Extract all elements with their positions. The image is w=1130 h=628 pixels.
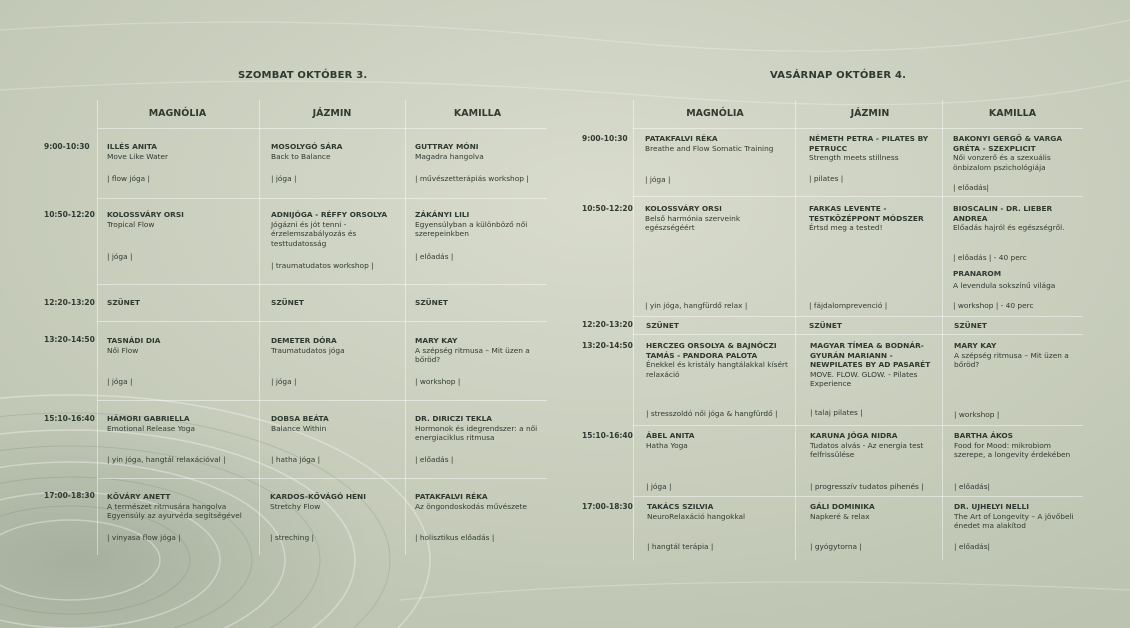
session <box>107 492 257 552</box>
session-title: Napkeré & relax <box>810 511 870 521</box>
divider <box>633 334 1083 335</box>
session-type: | művészetterápiás workshop | <box>415 174 529 183</box>
presenter: DR. UJHELYI NELLI <box>954 502 1029 511</box>
sunday-title: VASÁRNAP OKTÓBER 4. <box>770 70 907 81</box>
session-type: | jóga | <box>107 377 133 386</box>
presenter: BAKONYI GERGŐ & VARGA GRÉTA - SZEXPLICIT <box>953 134 1063 153</box>
session <box>645 134 785 192</box>
presenter: KARUNA JÓGA NIDRA <box>810 431 898 440</box>
session-type: | pilates | <box>809 174 844 183</box>
presenter: MAGYAR TÍMEA & BODNÁR-GYURÁN MARIANN - NEWPILATES BY AD PASARÉT <box>810 341 931 369</box>
session-type: | holisztikus előadás | <box>415 533 495 542</box>
session-title: The Art of Longevity – A jövőbeli énedet ma alakítod <box>954 511 1074 530</box>
divider <box>97 284 547 285</box>
divider <box>633 316 1083 317</box>
divider <box>633 496 1083 497</box>
session-type: | fájdalomprevenció | <box>809 301 888 310</box>
time-slot: 9:00-10:30 <box>582 134 628 143</box>
session-title: A szépség ritmusa – Mit üzen a bőröd? <box>954 350 1069 369</box>
session <box>646 321 786 331</box>
session-title: Előadás hajról és egészségről. <box>953 223 1065 232</box>
session-title: Hormonok és idegrendszer: a női energiaciklus ritmusa <box>415 423 538 442</box>
session-type: | előadás | <box>415 455 454 464</box>
session <box>271 414 401 474</box>
sat-col-jazmin: JÁZMIN <box>312 108 352 119</box>
presenter: PATAKFALVI RÉKA <box>415 492 488 501</box>
session <box>810 431 940 491</box>
session-type: | progresszív tudatos pihenés | <box>810 482 924 491</box>
session <box>415 210 550 280</box>
session-type: | előadás| <box>954 542 991 551</box>
session-type: | streching | <box>270 533 315 542</box>
session-title: Tudatos alvás - Az energia test felfrissülése <box>810 440 924 459</box>
session <box>809 134 939 192</box>
session-type: | vinyasa flow jóga | <box>107 533 181 542</box>
session <box>107 336 252 396</box>
session-title: A levendula sokszínű világa <box>953 281 1056 290</box>
break-label: SZÜNET <box>107 298 140 307</box>
session <box>810 341 940 421</box>
presenter: TASNÁDI DIA <box>107 336 161 345</box>
divider <box>97 478 547 479</box>
divider <box>97 400 547 401</box>
session-type: | stresszoldó női jóga & hangfürdő | <box>646 409 778 418</box>
time-slot: 13:20-14:50 <box>582 341 633 350</box>
presenter: GUTTRAY MÓNI <box>415 142 479 151</box>
divider <box>97 128 547 129</box>
session-title: Back to Balance <box>271 151 331 161</box>
session-type: | jóga | <box>646 482 672 491</box>
session <box>415 336 550 396</box>
sat-col-magnolia: MAGNÓLIA <box>148 108 207 119</box>
session <box>271 210 401 280</box>
session <box>809 204 939 314</box>
session <box>809 321 939 331</box>
session-title: Női vonzerő és a szexuális önbizalom pszichológiája <box>953 153 1051 172</box>
break-label: SZÜNET <box>415 298 448 307</box>
presenter: DR. DIRICZI TEKLA <box>415 414 493 423</box>
presenter: DOBSA BEÁTA <box>271 414 329 423</box>
session-type: | hangtál terápia | <box>647 542 714 551</box>
session-title: Női Flow <box>107 345 139 355</box>
divider <box>405 100 406 555</box>
time-slot: 13:20-14:50 <box>44 335 95 344</box>
time-slot: 12:20-13:20 <box>44 298 95 307</box>
session <box>107 210 252 280</box>
presenter: PATAKFALVI RÉKA <box>645 134 718 143</box>
presenter: DEMETER DÓRA <box>271 336 337 345</box>
divider <box>795 100 796 560</box>
divider <box>97 198 547 199</box>
presenter: MARY KAY <box>954 341 997 350</box>
session <box>415 298 550 308</box>
session <box>415 142 550 192</box>
session-type: | workshop | <box>954 410 1000 419</box>
sun-col-jazmin: JÁZMIN <box>850 108 890 119</box>
time-slot: 12:20-13:20 <box>582 320 633 329</box>
presenter: MOSOLYGÓ SÁRA <box>271 142 343 151</box>
session-title: Food for Mood: mikrobiom szerepe, a longevity érdekében <box>954 440 1071 459</box>
time-slot: 15:10-16:40 <box>582 431 633 440</box>
presenter: GÁLI DOMINIKA <box>810 502 875 511</box>
session <box>954 431 1084 491</box>
session <box>271 142 401 192</box>
time-slot: 10:50-12:20 <box>44 210 95 219</box>
session-title: Emotional Release Yoga <box>107 423 195 433</box>
session <box>270 492 400 552</box>
presenter: ADNIJÓGA - RÉFFY ORSOLYA <box>271 210 388 219</box>
session <box>645 204 790 314</box>
sun-col-magnolia: MAGNÓLIA <box>686 108 744 119</box>
presenter: ÁBEL ANITA <box>646 431 695 440</box>
presenter: KOLOSSVÁRY ORSI <box>107 210 184 219</box>
time-slot: 15:10-16:40 <box>44 414 95 423</box>
sat-col-kamilla: KAMILLA <box>453 108 502 119</box>
divider <box>633 425 1083 426</box>
session <box>107 414 257 474</box>
session <box>810 502 940 557</box>
sun-col-kamilla: KAMILLA <box>988 108 1037 119</box>
presenter: ZÁKÁNYI LILI <box>415 210 470 219</box>
session-title: Egyensúlyban a különböző női szerepeinkben <box>415 219 528 238</box>
presenter: HERCZEG ORSOLYA & BAJNÓCZI TAMÁS - PANDORA PALOTA <box>646 341 777 360</box>
time-slot: 9:00-10:30 <box>44 142 90 151</box>
session-type: | előadás | - 40 perc <box>953 253 1027 262</box>
break-label: SZÜNET <box>954 321 987 330</box>
session-title: Stretchy Flow <box>270 501 321 511</box>
session <box>954 502 1089 557</box>
time-slot: 10:50-12:20 <box>582 204 633 213</box>
session-title: Strength meets stillness <box>809 153 899 162</box>
break-label: SZÜNET <box>809 321 842 330</box>
session-type: | jóga | <box>107 252 133 261</box>
session-type: | előadás| <box>953 183 990 192</box>
presenter: HÁMORI GABRIELLA <box>107 414 190 423</box>
session-type: | yin jóga, hangtál relaxációval | <box>107 455 226 464</box>
session <box>953 134 1085 192</box>
session-title: MOVE. FLOW. GLOW. - Pilates Experience <box>810 369 918 388</box>
presenter: ILLÉS ANITA <box>107 142 157 151</box>
session <box>954 321 1084 331</box>
session-type: | flow jóga | <box>107 174 151 183</box>
session-title: Jógázni és jót tenni - érzelemszabályozás és testtudatosság <box>271 219 357 248</box>
session <box>646 341 791 421</box>
divider <box>633 196 1083 197</box>
presenter: TAKÁCS SZILVIA <box>647 502 714 511</box>
divider <box>97 100 98 555</box>
session-title: NeuroRelaxáció hangokkal <box>647 511 746 521</box>
session <box>107 142 252 192</box>
presenter: BARTHA ÁKOS <box>954 431 1013 440</box>
presenter: PRANAROM <box>953 269 1002 278</box>
session <box>271 336 401 396</box>
presenter: KARDOS-KŐVÁGÓ HENI <box>270 492 366 501</box>
time-slot: 17:00-18:30 <box>582 502 633 511</box>
session-title: Magadra hangolva <box>415 151 484 161</box>
presenter: NÉMETH PETRA - PILATES BY PETRUCC <box>809 134 929 153</box>
session-type: | előadás | <box>415 252 454 261</box>
session-title: Az öngondoskodás művészete <box>415 501 527 511</box>
session <box>415 414 555 474</box>
session-title: Értsd meg a tested! <box>809 223 883 232</box>
divider <box>259 100 260 555</box>
session-type: | workshop | <box>415 377 461 386</box>
session-title: Énekkel és kristály hangtálakkal kísért relaxáció <box>646 360 788 379</box>
session <box>271 298 401 308</box>
session <box>953 204 1083 314</box>
presenter: KOLOSSVÁRY ORSI <box>645 204 722 213</box>
divider <box>633 100 634 560</box>
presenter: FARKAS LEVENTE - TESTKÖZÉPPONT MÓDSZER <box>809 204 924 223</box>
divider <box>942 100 943 560</box>
divider <box>633 128 1083 129</box>
session <box>954 341 1084 421</box>
session-type: | traumatudatos workshop | <box>271 261 374 270</box>
session-title: Move Like Water <box>107 151 169 161</box>
session-type: | yin jóga, hangfürdő relax | <box>645 301 748 310</box>
session-type: | előadás| <box>954 482 991 491</box>
session-type: | hatha jóga | <box>271 455 321 464</box>
session-title: Traumatudatos jóga <box>271 345 345 355</box>
session-type: | workshop | - 40 perc <box>953 301 1034 310</box>
break-label: SZÜNET <box>271 298 304 307</box>
session-title: Hatha Yoga <box>646 440 688 450</box>
divider <box>97 321 547 322</box>
session-type: | jóga | <box>645 175 671 184</box>
presenter: BIOSCALIN - DR. LIEBER ANDREA <box>953 204 1053 223</box>
session-title: Breathe and Flow Somatic Training <box>645 143 774 153</box>
session <box>646 431 786 491</box>
session-type: | jóga | <box>271 174 297 183</box>
saturday-title: SZOMBAT OKTÓBER 3. <box>238 70 368 81</box>
time-slot: 17:00-18:30 <box>44 491 95 500</box>
session-title: Belső harmónia szerveink egészségéért <box>645 213 741 232</box>
session <box>107 298 252 308</box>
presenter: KŐVÁRY ANETT <box>107 492 171 501</box>
session-type: | gyógytorna | <box>810 542 862 551</box>
session-title: Tropical Flow <box>107 219 155 229</box>
session <box>415 492 550 552</box>
session-title: A természet ritmusára hangolva Egyensúly az ayurvéda segítségével <box>107 501 242 520</box>
session-title: A szépség ritmusa – Mit üzen a bőröd? <box>415 345 530 364</box>
session <box>647 502 787 557</box>
session-type: | jóga | <box>271 377 297 386</box>
session-title: Balance Within <box>271 423 327 433</box>
session-type: | talaj pilates | <box>810 408 863 417</box>
break-label: SZÜNET <box>646 321 679 330</box>
presenter: MARY KAY <box>415 336 458 345</box>
